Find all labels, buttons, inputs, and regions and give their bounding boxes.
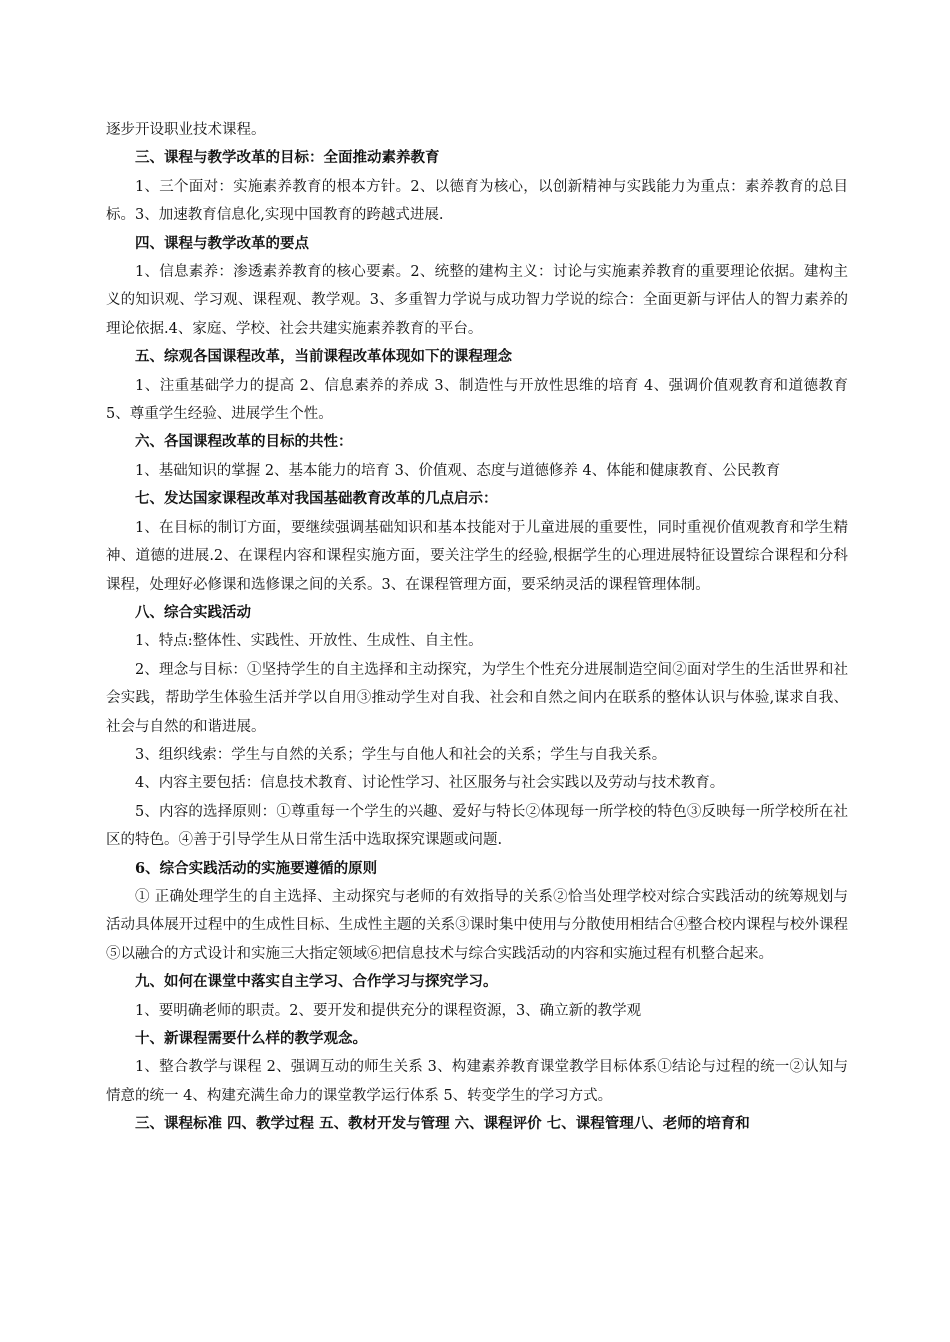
heading-section-9: 九、如何在课堂中落实自主学习、合作学习与探究学习。 — [135, 973, 498, 991]
paragraph-section-9: 1、要明确老师的职责。2、要开发和提供充分的课程资源，3、确立新的教学观 — [135, 1002, 642, 1019]
heading-section-10: 十、新课程需要什么样的教学观念。 — [135, 1030, 367, 1047]
paragraph-section-8-item-5: 5、内容的选择原则：①尊重每一个学生的兴趣、爱好与特长②体现每一所学校的特色③反映每一所学校所在社区的特色。④善于引导学生从日常生活中选取探究课题或问题. — [106, 803, 848, 849]
heading-section-6: 六、各国课程改革的目标的共性： — [135, 433, 353, 451]
document-page — [106, 116, 848, 1139]
paragraph-section-5: 1、注重基础学力的提高 2、信息素养的养成 3、制造性与开放性思维的培育 4、强调价值观教育和道德教育 5、尊重学生经验、进展学生个性。 — [106, 377, 848, 423]
heading-section-7: 七、发达国家课程改革对我国基础教育改革的几点启示： — [135, 490, 498, 508]
paragraph-section-8-item-1: 1、特点:整体性、实践性、开放性、生成性、自主性。 — [135, 633, 483, 650]
paragraph-section-7: 1、在目标的制订方面，要继续强调基础知识和基本技能对于儿童进展的重要性，同时重视价值观教育和学生精神、道德的进展.2、在课程内容和课程实施方面，要关注学生的经验,根据学生的心理进展特征设置综合课程和分科课程，处理好必修课和选修课之间的关系。3、在课程管理方面，要采纳灵活的课程管理体制。 — [106, 519, 848, 593]
paragraph-section-6: 1、基础知识的掌握 2、基本能力的培育 3、价值观、态度与道德修养 4、体能和健康教育、公民教育 — [135, 462, 781, 479]
paragraph-continuation: 逐步开设职业技术课程。 — [106, 122, 266, 138]
heading-section-3: 三、课程与教学改革的目标：全面推动素养教育 — [135, 149, 440, 167]
paragraph-section-8-item-6: ① 正确处理学生的自主选择、主动探究与老师的有效指导的关系②恰当处理学校对综合实践活动的统筹规划与活动具体展开过程中的生成性目标、生成性主题的关系③课时集中使用与分散使用相结合④整合校内课程与校外课程⑤以融合的方式设计和实施三大指定领域⑥把信息技术与综合实践活动的内容和实施过程有机整合起来。 — [106, 888, 848, 962]
heading-topic-list: 三、课程标准 四、教学过程 五、教材开发与管理 六、课程评价 七、课程管理八、老师的培育和 — [135, 1115, 750, 1133]
paragraph-section-8-item-2: 2、理念与目标：①坚持学生的自主选择和主动探究，为学生个性充分进展制造空间②面对学生的生活世界和社会实践，帮助学生体验生活并学以自用③推动学生对自我、社会和自然之间内在联系的整体认识与体验,谋求自我、社会与自然的和谐进展。 — [106, 661, 848, 735]
paragraph-section-3: 1、三个面对：实施素养教育的根本方针。2、以德育为核心，以创新精神与实践能力为重点：素养教育的总目标。3、加速教育信息化,实现中国教育的跨越式进展. — [106, 178, 848, 224]
paragraph-section-8-item-4: 4、内容主要包括：信息技术教育、讨论性学习、社区服务与社会实践以及劳动与技术教育。 — [135, 775, 725, 792]
paragraph-section-10: 1、整合教学与课程 2、强调互动的师生关系 3、构建素养教育课堂教学目标体系①结论与过程的统一②认知与情意的统一 4、构建充满生命力的课堂教学运行体系 5、转变学生的学习方式。 — [106, 1059, 848, 1104]
paragraph-section-4: 1、信息素养：渗透素养教育的核心要素。2、统整的建构主义：讨论与实施素养教育的重要理论依据。建构主义的知识观、学习观、课程观、教学观。3、多重智力学说与成功智力学说的综合：全面更新与评估人的智力素养的理论依据.4、家庭、学校、社会共建实施素养教育的平台。 — [106, 264, 848, 337]
heading-section-4: 四、课程与教学改革的要点 — [135, 234, 309, 252]
heading-section-8: 八、综合实践活动 — [135, 603, 251, 621]
paragraph-section-8-item-3: 3、组织线索：学生与自然的关系；学生与自他人和社会的关系；学生与自我关系。 — [135, 746, 667, 763]
heading-section-5: 五、综观各国课程改革，当前课程改革体现如下的课程理念 — [135, 348, 512, 366]
heading-section-8-item-6: 6、综合实践活动的实施要遵循的原则 — [135, 859, 378, 877]
